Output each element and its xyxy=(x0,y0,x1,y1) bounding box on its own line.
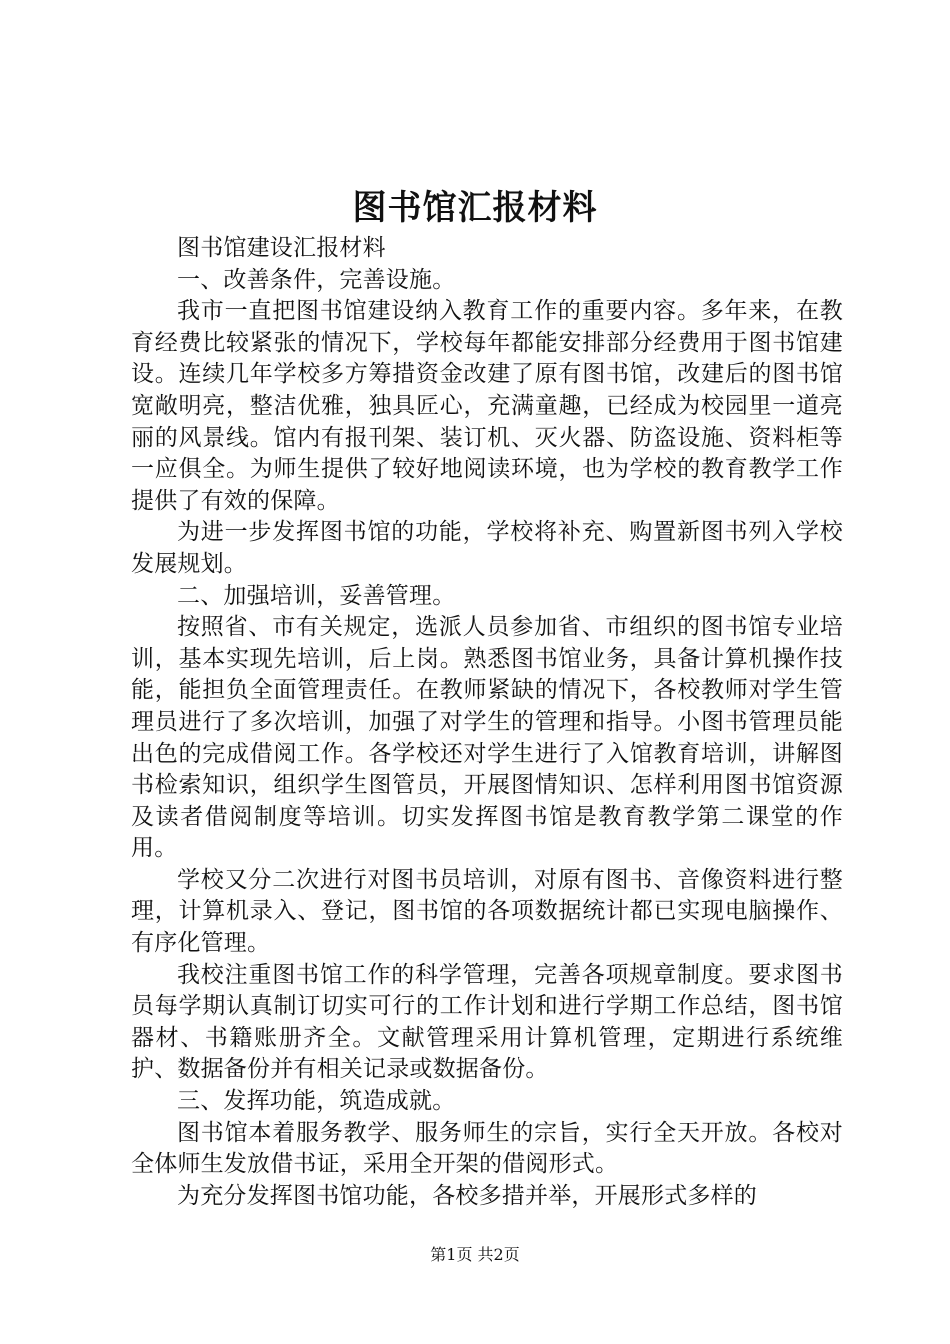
paragraph-subtitle: 图书馆建设汇报材料 xyxy=(177,235,386,261)
section-heading-2: 二、加强培训，妥善管理。 xyxy=(177,582,456,609)
paragraph: 我市一直把图书馆建设纳入教育工作的重要内容。多年来，在教育经费比较紧张的情况下，学校每年都能安排部分经费用于图书馆建设。连续几年学校多方筹措资金改建了原有图书馆，改建后的图书馆宽敞明亮，整洁优雅，独具匠心，充满童趣，已经成为校园里一道亮丽的风景线。馆内有报刊架、装订机、灭火器、防盗设施、资料柜等一应俱全。为师生提供了较好地阅读环境，也为学校的教育教学工作提供了有效的保障。 xyxy=(131,298,843,514)
paragraph: 为充分发挥图书馆功能，各校多措并举，开展形式多样的 xyxy=(177,1182,757,1209)
paragraph: 图书馆本着服务教学、服务师生的宗旨，实行全天开放。各校对全体师生发放借书证，采用全开架的借阅形式。 xyxy=(131,1119,843,1178)
paragraph: 我校注重图书馆工作的科学管理，完善各项规章制度。要求图书员每学期认真制订切实可行的工作计划和进行学期工作总结，图书馆器材、书籍账册齐全。文献管理采用计算机管理，定期进行系统维护、数据备份并有相关记录或数据备份。 xyxy=(131,961,843,1083)
section-heading-3: 三、发挥功能，筑造成就。 xyxy=(177,1088,456,1115)
document-title: 图书馆汇报材料 xyxy=(352,188,598,228)
page-footer xyxy=(0,1243,950,1267)
paragraph: 按照省、市有关规定，选派人员参加省、市组织的图书馆专业培训，基本实现先培训，后上岗。熟悉图书馆业务，具备计算机操作技能，能担负全面管理责任。在教师紧缺的情况下，各校教师对学生管理员进行了多次培训，加强了对学生的管理和指导。小图书管理员能出色的完成借阅工作。各学校还对学生进行了入馆教育培训，讲解图书检索知识，组织学生图管员，开展图情知识、怎样利用图书馆资源及读者借阅制度等培训。切实发挥图书馆是教育教学第二课堂的作用。 xyxy=(131,614,843,862)
page-number: 第1页 共2页 xyxy=(430,1245,520,1264)
document-body xyxy=(131,233,843,1212)
paragraph: 学校又分二次进行对图书员培训，对原有图书、音像资料进行整理，计算机录入、登记，图书馆的各项数据统计都已实现电脑操作、有序化管理。 xyxy=(131,866,843,957)
paragraph: 为进一步发挥图书馆的功能，学校将补充、购置新图书列入学校发展规划。 xyxy=(131,519,843,577)
section-heading-1: 一、改善条件，完善设施。 xyxy=(177,266,456,293)
